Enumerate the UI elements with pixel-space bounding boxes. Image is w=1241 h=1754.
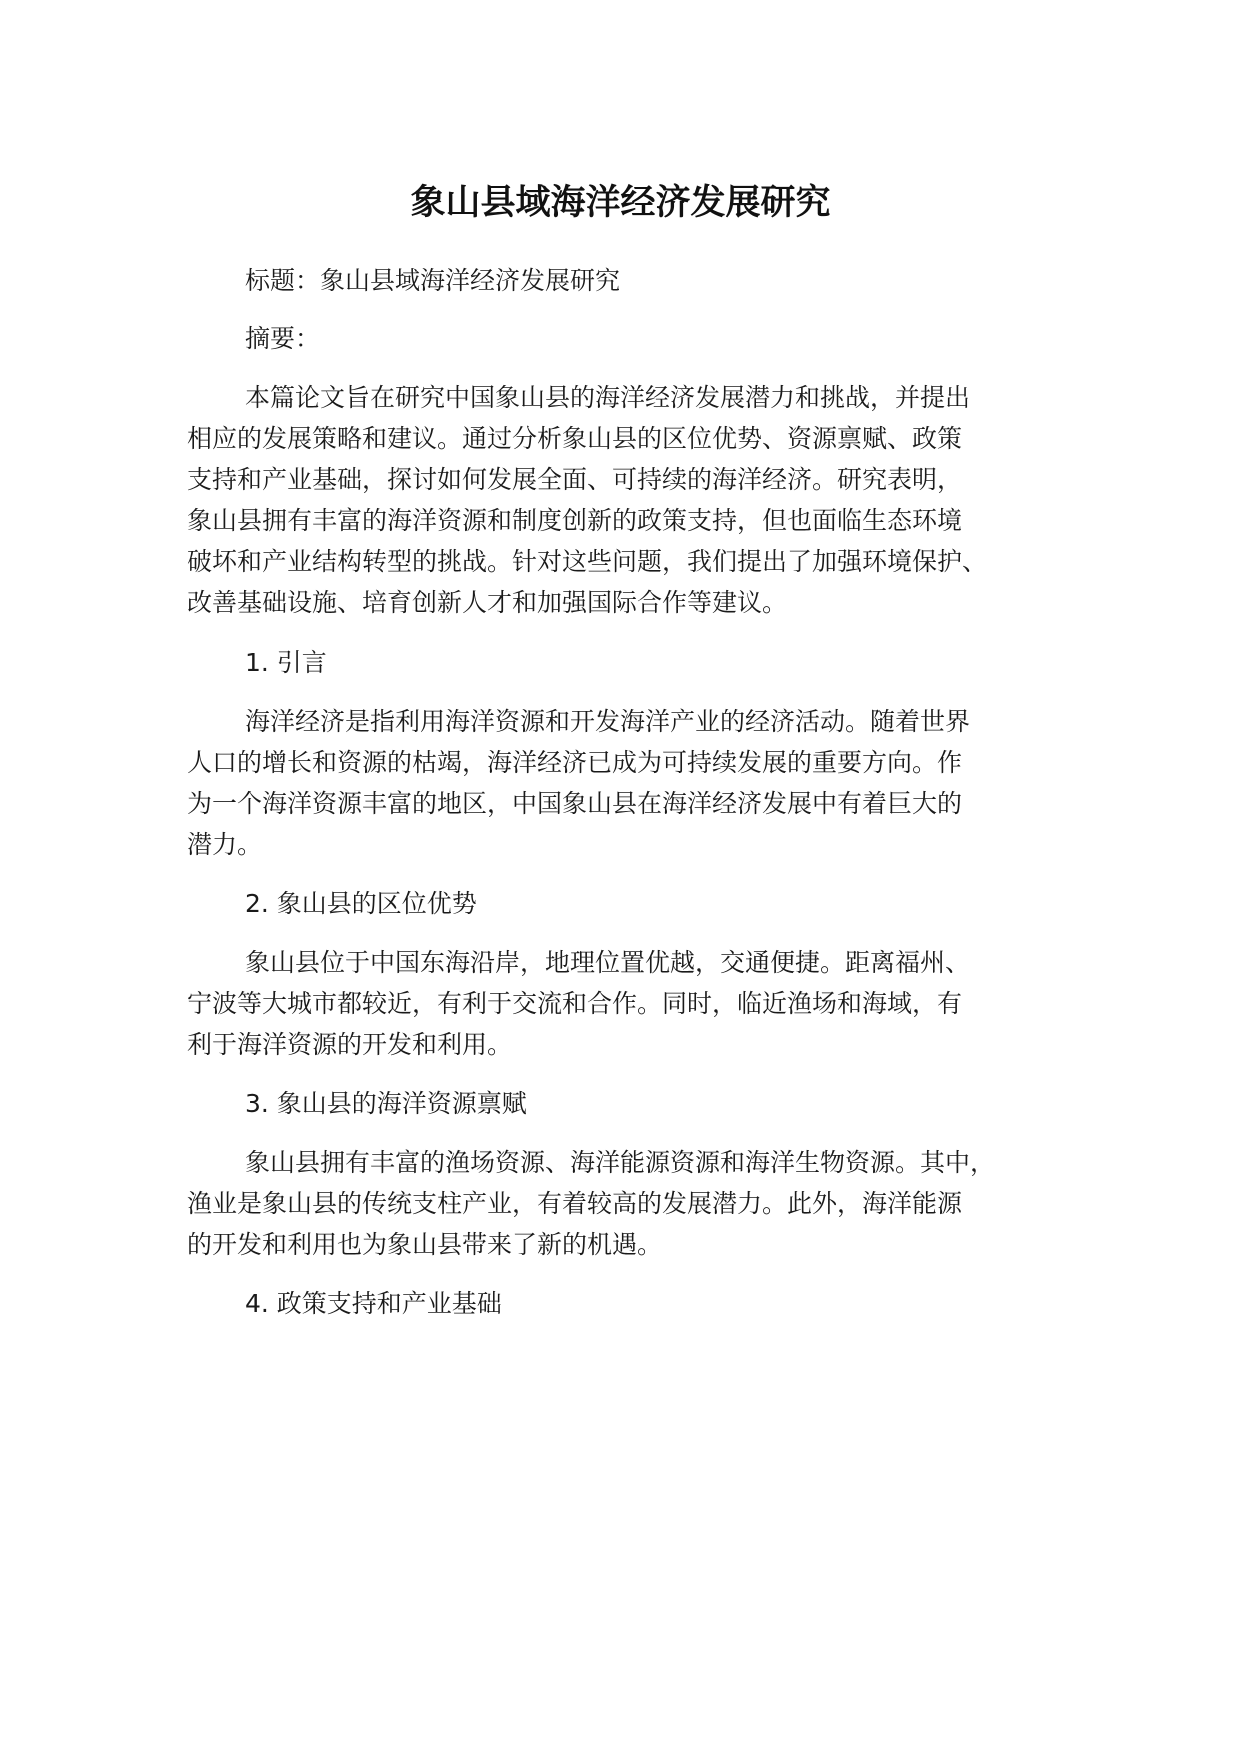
document-title: 象山县域海洋经济发展研究 — [410, 183, 831, 223]
paragraph-line: 破坏和产业结构转型的挑战。针对这些问题，我们提出了加强环境保护、 — [187, 547, 988, 576]
paragraph-line: 潜力。 — [187, 830, 263, 859]
paragraph-line: 象山县拥有丰富的渔场资源、海洋能源资源和海洋生物资源。其中， — [245, 1148, 996, 1177]
paragraph-line: 相应的发展策略和建议。通过分析象山县的区位优势、资源禀赋、政策 — [187, 424, 963, 453]
abstract-label: 摘要： — [245, 324, 321, 353]
paragraph-line: 渔业是象山县的传统支柱产业，有着较高的发展潜力。此外，海洋能源 — [187, 1189, 963, 1218]
section-heading: 2. 象山县的区位优势 — [245, 889, 477, 918]
paragraph-line: 为一个海洋资源丰富的地区，中国象山县在海洋经济发展中有着巨大的 — [187, 789, 963, 818]
paragraph-line: 支持和产业基础，探讨如何发展全面、可持续的海洋经济。研究表明， — [187, 465, 963, 494]
paragraph-line: 改善基础设施、培育创新人才和加强国际合作等建议。 — [187, 588, 788, 617]
paragraph-line: 宁波等大城市都较近，有利于交流和合作。同时，临近渔场和海域，有 — [187, 989, 963, 1018]
section-heading: 1. 引言 — [245, 648, 327, 677]
paragraph-line: 象山县拥有丰富的海洋资源和制度创新的政策支持，但也面临生态环境 — [187, 506, 963, 535]
paragraph-line: 象山县位于中国东海沿岸，地理位置优越，交通便捷。距离福州、 — [245, 948, 971, 977]
section-heading: 4. 政策支持和产业基础 — [245, 1289, 502, 1318]
section-heading: 3. 象山县的海洋资源禀赋 — [245, 1089, 527, 1118]
paragraph-line: 海洋经济是指利用海洋资源和开发海洋产业的经济活动。随着世界 — [245, 707, 971, 736]
paragraph-line: 本篇论文旨在研究中国象山县的海洋经济发展潜力和挑战，并提出 — [245, 383, 971, 412]
paragraph-line: 人口的增长和资源的枯竭，海洋经济已成为可持续发展的重要方向。作 — [187, 748, 963, 777]
paragraph-line: 利于海洋资源的开发和利用。 — [187, 1030, 513, 1059]
paragraph-line: 的开发和利用也为象山县带来了新的机遇。 — [187, 1230, 663, 1259]
subject-line: 标题：象山县域海洋经济发展研究 — [245, 266, 621, 295]
